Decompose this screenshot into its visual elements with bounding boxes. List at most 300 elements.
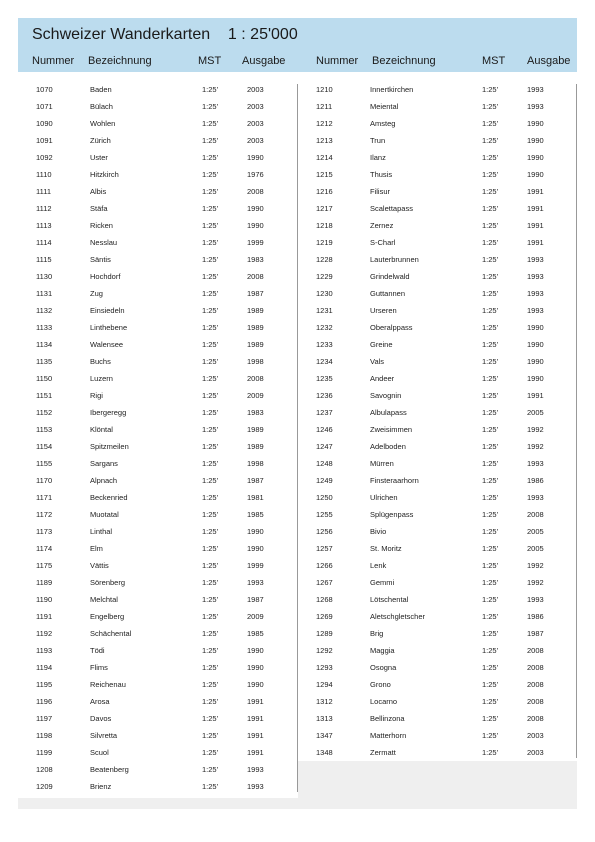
map-number: 1219 xyxy=(316,238,333,247)
map-edition: 1993 xyxy=(527,595,544,604)
table-row xyxy=(18,506,297,523)
map-number: 1132 xyxy=(36,306,53,315)
map-number: 1199 xyxy=(36,748,53,757)
map-edition: 1990 xyxy=(247,663,264,672)
map-edition: 1991 xyxy=(527,238,544,247)
map-name: Einsiedeln xyxy=(90,306,125,315)
map-scale: 1:25' xyxy=(482,544,499,553)
map-edition: 1993 xyxy=(527,85,544,94)
map-scale: 1:25' xyxy=(202,238,219,247)
map-scale: 1:25' xyxy=(202,408,219,417)
map-name: Bivio xyxy=(370,527,387,536)
map-edition: 2008 xyxy=(527,663,544,672)
map-name: Lötschental xyxy=(370,595,409,604)
map-edition: 1991 xyxy=(527,221,544,230)
map-name: Filisur xyxy=(370,187,390,196)
map-edition: 1989 xyxy=(247,425,264,434)
map-number: 1212 xyxy=(316,119,333,128)
map-number: 1151 xyxy=(36,391,53,400)
map-number: 1208 xyxy=(36,765,53,774)
map-scale: 1:25' xyxy=(202,204,219,213)
map-number: 1217 xyxy=(316,204,333,213)
map-edition: 2008 xyxy=(527,646,544,655)
map-scale: 1:25' xyxy=(482,340,499,349)
map-scale: 1:25' xyxy=(202,697,219,706)
map-name: Splügenpass xyxy=(370,510,414,519)
map-name: Locarno xyxy=(370,697,398,706)
map-scale: 1:25' xyxy=(482,680,499,689)
map-name: Lauterbrunnen xyxy=(370,255,419,264)
map-edition: 1993 xyxy=(527,255,544,264)
table-row xyxy=(298,523,577,540)
table-row xyxy=(18,625,297,642)
table-row xyxy=(298,98,577,115)
map-name: Vättis xyxy=(90,561,109,570)
map-number: 1191 xyxy=(36,612,53,621)
document-sheet xyxy=(18,18,577,808)
map-edition: 1989 xyxy=(247,442,264,451)
map-scale: 1:25' xyxy=(202,442,219,451)
map-name: Rigi xyxy=(90,391,103,400)
table-row xyxy=(298,489,577,506)
map-name: Albulapass xyxy=(370,408,407,417)
map-number: 1289 xyxy=(316,629,333,638)
map-edition: 1993 xyxy=(247,782,264,791)
map-edition: 1986 xyxy=(527,476,544,485)
map-edition: 1990 xyxy=(247,204,264,213)
map-scale: 1:25' xyxy=(482,408,499,417)
map-scale: 1:25' xyxy=(202,119,219,128)
map-scale: 1:25' xyxy=(482,136,499,145)
map-number: 1256 xyxy=(316,527,333,536)
table-row xyxy=(298,234,577,251)
table-row xyxy=(298,693,577,710)
map-number: 1249 xyxy=(316,476,333,485)
map-name: Gemmi xyxy=(370,578,395,587)
map-scale: 1:25' xyxy=(202,272,219,281)
table-row xyxy=(298,540,577,557)
map-name: S-Charl xyxy=(370,238,396,247)
map-name: Davos xyxy=(90,714,112,723)
map-number: 1190 xyxy=(36,595,53,604)
map-edition: 1993 xyxy=(527,306,544,315)
table-row xyxy=(18,557,297,574)
map-name: Schächental xyxy=(90,629,132,638)
table-row xyxy=(298,557,577,574)
map-number: 1110 xyxy=(36,170,52,179)
map-number: 1174 xyxy=(36,544,53,553)
table-row xyxy=(18,710,297,727)
map-edition: 1981 xyxy=(247,493,264,502)
table-row xyxy=(298,319,577,336)
table-row xyxy=(18,251,297,268)
map-edition: 1992 xyxy=(527,561,544,570)
map-edition: 1989 xyxy=(247,323,264,332)
map-edition: 1990 xyxy=(527,340,544,349)
map-edition: 1992 xyxy=(527,425,544,434)
map-name: Scuol xyxy=(90,748,109,757)
map-number: 1155 xyxy=(36,459,53,468)
table-row xyxy=(298,642,577,659)
map-edition: 2003 xyxy=(247,119,264,128)
map-scale: 1:25' xyxy=(482,323,499,332)
map-scale: 1:25' xyxy=(482,510,499,519)
table-row xyxy=(298,591,577,608)
map-edition: 2008 xyxy=(247,374,264,383)
map-name: Meiental xyxy=(370,102,399,111)
map-number: 1215 xyxy=(316,170,333,179)
map-edition: 1990 xyxy=(247,680,264,689)
map-name: Hitzkirch xyxy=(90,170,119,179)
map-scale: 1:25' xyxy=(482,578,499,587)
map-name: Matterhorn xyxy=(370,731,407,740)
map-name: Scalettapass xyxy=(370,204,413,213)
map-number: 1247 xyxy=(316,442,333,451)
column-header-ausgabe: Ausgabe xyxy=(242,55,286,67)
map-scale: 1:25' xyxy=(482,527,499,536)
map-name: Albis xyxy=(90,187,107,196)
map-scale: 1:25' xyxy=(202,748,219,757)
map-scale: 1:25' xyxy=(482,85,499,94)
map-scale: 1:25' xyxy=(202,663,219,672)
map-edition: 1991 xyxy=(247,697,264,706)
map-number: 1112 xyxy=(36,204,52,213)
map-name: Savognin xyxy=(370,391,402,400)
map-scale: 1:25' xyxy=(202,561,219,570)
map-name: Hochdorf xyxy=(90,272,121,281)
column-header-nummer: Nummer xyxy=(32,55,75,67)
table-row xyxy=(18,234,297,251)
map-number: 1211 xyxy=(316,102,333,111)
column-header-mst-right: MST xyxy=(482,55,506,67)
map-edition: 2008 xyxy=(527,697,544,706)
map-number: 1237 xyxy=(316,408,333,417)
map-name: Engelberg xyxy=(90,612,125,621)
map-edition: 1993 xyxy=(527,459,544,468)
map-scale: 1:25' xyxy=(202,765,219,774)
table-row xyxy=(298,676,577,693)
table-row xyxy=(18,642,297,659)
map-scale: 1:25' xyxy=(202,646,219,655)
map-number: 1257 xyxy=(316,544,333,553)
map-number: 1234 xyxy=(316,357,333,366)
table-row xyxy=(298,183,577,200)
map-scale: 1:25' xyxy=(482,493,499,502)
map-number: 1189 xyxy=(36,578,53,587)
map-name: Vals xyxy=(370,357,385,366)
table-row xyxy=(298,200,577,217)
table-row xyxy=(18,523,297,540)
page-title: Schweizer Wanderkarten 1 : 25'000 xyxy=(32,26,298,43)
table-row xyxy=(18,336,297,353)
map-edition: 2005 xyxy=(527,527,544,536)
map-scale: 1:25' xyxy=(202,102,219,111)
map-name: Reichenau xyxy=(90,680,126,689)
table-row xyxy=(298,353,577,370)
map-scale: 1:25' xyxy=(482,374,499,383)
map-scale: 1:25' xyxy=(482,442,499,451)
map-edition: 2003 xyxy=(247,136,264,145)
map-number: 1218 xyxy=(316,221,333,230)
map-scale: 1:25' xyxy=(202,510,219,519)
map-scale: 1:25' xyxy=(202,85,219,94)
map-scale: 1:25' xyxy=(482,255,499,264)
map-scale: 1:25' xyxy=(482,357,499,366)
map-number: 1293 xyxy=(316,663,333,672)
map-scale: 1:25' xyxy=(482,476,499,485)
map-scale: 1:25' xyxy=(202,714,219,723)
map-scale: 1:25' xyxy=(482,731,499,740)
map-number: 1229 xyxy=(316,272,333,281)
map-edition: 1990 xyxy=(247,527,264,536)
map-number: 1196 xyxy=(36,697,53,706)
table-row xyxy=(298,744,577,761)
map-edition: 2008 xyxy=(527,714,544,723)
table-row xyxy=(18,387,297,404)
map-name: Nesslau xyxy=(90,238,118,247)
table-row xyxy=(18,591,297,608)
table-row xyxy=(18,98,297,115)
map-name: Walensee xyxy=(90,340,124,349)
column-divider xyxy=(297,84,298,792)
map-name: Wohlen xyxy=(90,119,116,128)
map-edition: 1987 xyxy=(247,595,264,604)
table-row xyxy=(18,200,297,217)
map-scale: 1:25' xyxy=(482,459,499,468)
map-edition: 1991 xyxy=(527,187,544,196)
column-header-bezeichnung-right: Bezeichnung xyxy=(372,55,436,67)
table-row xyxy=(298,217,577,234)
table-row xyxy=(18,183,297,200)
map-edition: 1983 xyxy=(247,408,264,417)
table-row xyxy=(298,336,577,353)
map-number: 1171 xyxy=(36,493,53,502)
column-header-bezeichnung: Bezeichnung xyxy=(88,55,152,67)
map-scale: 1:25' xyxy=(202,493,219,502)
map-number: 1173 xyxy=(36,527,53,536)
map-edition: 1991 xyxy=(247,748,264,757)
map-name: Beckenried xyxy=(90,493,128,502)
map-name: Tödi xyxy=(90,646,105,655)
map-edition: 1998 xyxy=(247,459,264,468)
table-row xyxy=(298,132,577,149)
map-number: 1170 xyxy=(36,476,53,485)
map-scale: 1:25' xyxy=(202,136,219,145)
map-number: 1195 xyxy=(36,680,53,689)
map-edition: 1986 xyxy=(527,612,544,621)
map-number: 1313 xyxy=(316,714,333,723)
map-name: Grono xyxy=(370,680,391,689)
map-edition: 1993 xyxy=(247,578,264,587)
map-scale: 1:25' xyxy=(202,782,219,791)
map-number: 1070 xyxy=(36,85,53,94)
table-row xyxy=(18,404,297,421)
map-number: 1248 xyxy=(316,459,333,468)
map-name: Osogna xyxy=(370,663,397,672)
map-number: 1152 xyxy=(36,408,53,417)
map-number: 1236 xyxy=(316,391,333,400)
table-row xyxy=(18,166,297,183)
map-number: 1209 xyxy=(36,782,53,791)
map-edition: 2003 xyxy=(527,731,544,740)
map-scale: 1:25' xyxy=(482,697,499,706)
table-row xyxy=(18,149,297,166)
map-name: Thusis xyxy=(370,170,393,179)
map-name: Stäfa xyxy=(90,204,108,213)
map-scale: 1:25' xyxy=(202,187,219,196)
map-number: 1232 xyxy=(316,323,333,332)
table-row xyxy=(18,132,297,149)
map-number: 1153 xyxy=(36,425,53,434)
table-row xyxy=(18,574,297,591)
map-edition: 1993 xyxy=(247,765,264,774)
map-scale: 1:25' xyxy=(482,748,499,757)
map-name: Buchs xyxy=(90,357,111,366)
map-name: Zürich xyxy=(90,136,111,145)
map-edition: 2008 xyxy=(247,187,264,196)
right-edge-divider xyxy=(576,84,577,758)
table-row xyxy=(298,251,577,268)
map-name: Maggia xyxy=(370,646,395,655)
table-row xyxy=(298,472,577,489)
map-name: Melchtal xyxy=(90,595,118,604)
map-number: 1197 xyxy=(36,714,53,723)
map-name: Grindelwald xyxy=(370,272,410,281)
map-scale: 1:25' xyxy=(482,272,499,281)
map-name: Muotatal xyxy=(90,510,119,519)
map-scale: 1:25' xyxy=(482,170,499,179)
map-scale: 1:25' xyxy=(482,425,499,434)
map-name: Flims xyxy=(90,663,108,672)
map-scale: 1:25' xyxy=(482,204,499,213)
map-number: 1216 xyxy=(316,187,333,196)
map-scale: 1:25' xyxy=(202,680,219,689)
map-name: Säntis xyxy=(90,255,111,264)
table-row xyxy=(298,608,577,625)
map-edition: 1990 xyxy=(247,221,264,230)
map-edition: 2008 xyxy=(527,510,544,519)
map-name: Sargans xyxy=(90,459,118,468)
map-name: Ibergeregg xyxy=(90,408,127,417)
map-edition: 1985 xyxy=(247,510,264,519)
table-row xyxy=(18,489,297,506)
table-row xyxy=(298,268,577,285)
map-scale: 1:25' xyxy=(482,391,499,400)
map-scale: 1:25' xyxy=(482,187,499,196)
map-number: 1210 xyxy=(316,85,333,94)
map-scale: 1:25' xyxy=(202,425,219,434)
table-row xyxy=(298,115,577,132)
map-name: Andeer xyxy=(370,374,395,383)
map-edition: 1990 xyxy=(527,357,544,366)
map-scale: 1:25' xyxy=(482,629,499,638)
map-number: 1172 xyxy=(36,510,53,519)
map-scale: 1:25' xyxy=(202,170,219,179)
map-edition: 1991 xyxy=(527,204,544,213)
map-number: 1071 xyxy=(36,102,53,111)
map-number: 1092 xyxy=(36,153,53,162)
table-row xyxy=(18,81,297,98)
table-row xyxy=(18,285,297,302)
map-number: 1175 xyxy=(36,561,53,570)
table-row xyxy=(298,370,577,387)
map-scale: 1:25' xyxy=(482,289,499,298)
map-name: Ricken xyxy=(90,221,113,230)
map-edition: 1990 xyxy=(527,323,544,332)
map-scale: 1:25' xyxy=(202,629,219,638)
map-edition: 1991 xyxy=(247,714,264,723)
map-edition: 1998 xyxy=(247,357,264,366)
column-header-ausgabe-right: Ausgabe xyxy=(527,55,571,67)
map-scale: 1:25' xyxy=(202,323,219,332)
table-row xyxy=(18,761,297,778)
map-name: Bellinzona xyxy=(370,714,405,723)
map-name: Bülach xyxy=(90,102,113,111)
map-number: 1091 xyxy=(36,136,53,145)
right-table xyxy=(298,81,577,761)
map-number: 1090 xyxy=(36,119,53,128)
map-name: Adelboden xyxy=(370,442,406,451)
map-name: St. Moritz xyxy=(370,544,402,553)
map-edition: 2003 xyxy=(247,102,264,111)
map-number: 1133 xyxy=(36,323,53,332)
map-edition: 1999 xyxy=(247,561,264,570)
table-row xyxy=(298,81,577,98)
table-row xyxy=(298,710,577,727)
map-scale: 1:25' xyxy=(202,357,219,366)
map-edition: 1989 xyxy=(247,306,264,315)
map-number: 1113 xyxy=(36,221,52,230)
table-row xyxy=(298,574,577,591)
map-name: Alpnach xyxy=(90,476,118,485)
map-name: Elm xyxy=(90,544,103,553)
map-scale: 1:25' xyxy=(202,595,219,604)
map-number: 1214 xyxy=(316,153,333,162)
map-number: 1111 xyxy=(36,187,52,196)
table-row xyxy=(298,438,577,455)
table-row xyxy=(298,166,577,183)
map-edition: 1991 xyxy=(527,391,544,400)
map-name: Zernez xyxy=(370,221,394,230)
map-name: Uster xyxy=(90,153,108,162)
map-number: 1231 xyxy=(316,306,333,315)
map-number: 1246 xyxy=(316,425,333,434)
map-number: 1268 xyxy=(316,595,333,604)
map-edition: 1999 xyxy=(247,238,264,247)
map-number: 1131 xyxy=(36,289,53,298)
table-row xyxy=(18,370,297,387)
map-scale: 1:25' xyxy=(482,221,499,230)
map-number: 1267 xyxy=(316,578,333,587)
map-name: Baden xyxy=(90,85,112,94)
map-number: 1348 xyxy=(316,748,333,757)
map-scale: 1:25' xyxy=(202,476,219,485)
table-row xyxy=(298,285,577,302)
map-number: 1255 xyxy=(316,510,333,519)
map-name: Finsteraarhorn xyxy=(370,476,419,485)
map-scale: 1:25' xyxy=(482,595,499,604)
table-row xyxy=(298,302,577,319)
map-number: 1114 xyxy=(36,238,52,247)
map-number: 1198 xyxy=(36,731,53,740)
map-edition: 1991 xyxy=(247,731,264,740)
map-scale: 1:25' xyxy=(202,459,219,468)
map-number: 1233 xyxy=(316,340,333,349)
map-edition: 1993 xyxy=(527,102,544,111)
map-scale: 1:25' xyxy=(202,289,219,298)
table-row xyxy=(18,659,297,676)
map-scale: 1:25' xyxy=(482,663,499,672)
